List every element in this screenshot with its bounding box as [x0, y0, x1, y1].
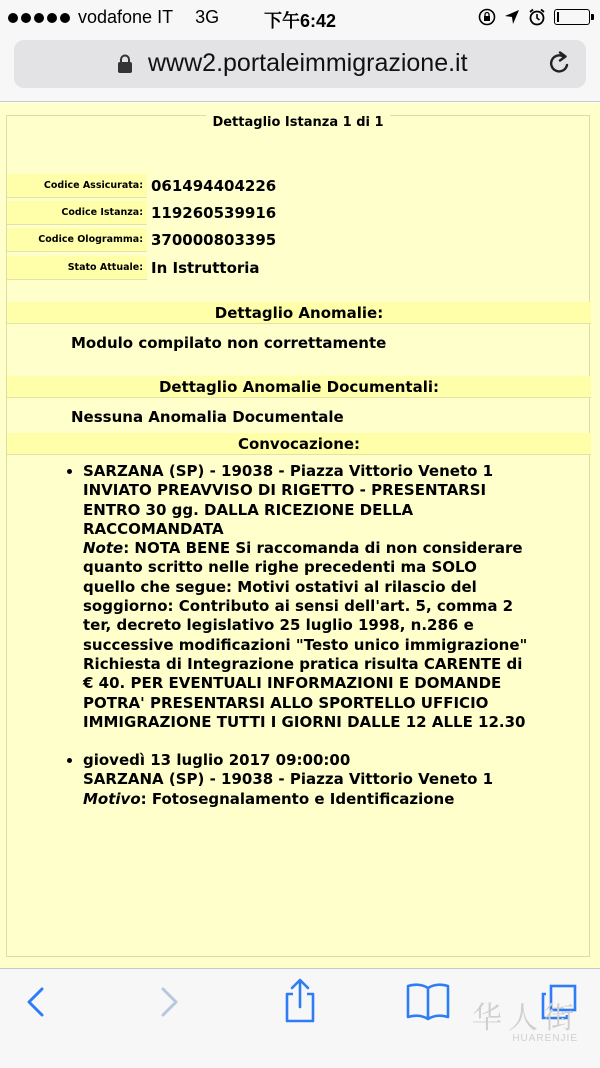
- battery-level: [557, 12, 559, 22]
- watermark-subtext: HUARENJIE: [512, 1033, 578, 1044]
- battery-icon: [554, 9, 590, 25]
- url-text[interactable]: www2.portaleimmigrazione.it: [148, 49, 468, 77]
- carrier-name: vodafone IT: [78, 7, 174, 27]
- reload-icon[interactable]: [548, 51, 572, 77]
- share-icon[interactable]: [280, 977, 320, 1023]
- location-icon: [504, 9, 520, 25]
- motivo-label: Motivo: [83, 789, 141, 808]
- note-text: : NOTA BENE Si raccomanda di non considerare quanto scritto nelle righe precedenti ma SOLO quello che segue: Motivi ostativi al rilascio del soggiorno: Contributo ai sensi dell'art. 5, comma 2 ter, decreto legislativo 25 luglio 1998, n.286 e successive modificazioni "Testo unico immigrazione" Richiesta di Integrazione pratica risulta CARENTE di € 40. PER EVENTUALI INFORMAZIONI E DOMANDE POTRA' PRESENTARSI ALLO SPORTELLO UFFICIO IMMIGRAZIONE TUTTI I GIORNI DALLE 12 ALLE 12.30: [83, 539, 528, 731]
- watermark-logo: 华人街: [472, 1001, 580, 1036]
- field-label: Codice Ologramma:: [7, 228, 147, 252]
- status-icons: [478, 8, 590, 26]
- convocazione-heading: Convocazione:: [7, 433, 591, 455]
- bookmarks-icon[interactable]: [405, 981, 451, 1021]
- lock-icon: [117, 54, 133, 74]
- status-time: 下午6:42: [263, 11, 337, 31]
- field-row-codice-assicurata: [7, 174, 591, 201]
- web-page: [0, 103, 600, 968]
- network-type: 3G: [195, 7, 220, 27]
- address-bar[interactable]: [14, 40, 586, 88]
- field-row-stato-attuale: [7, 256, 591, 283]
- motivo-text: : Fotosegnalamento e Identificazione: [140, 789, 455, 808]
- convocation-status: INVIATO PREAVVISO DI RIGETTO - PRESENTARSI ENTRO 30 gg. DALLA RICEZIONE DELLA RACCOMANDATA: [83, 481, 487, 538]
- field-label: Stato Attuale:: [7, 256, 147, 280]
- anomalie-documentali-text: Nessuna Anomalia Documentale: [71, 408, 344, 426]
- field-value: 061494404226: [151, 177, 277, 195]
- orientation-lock-icon: [478, 8, 496, 26]
- anomalie-text: Modulo compilato non correttamente: [71, 334, 387, 352]
- convocation-address: SARZANA (SP) - 19038 - Piazza Vittorio Veneto 1: [83, 770, 494, 789]
- convocation-note: [83, 539, 533, 732]
- forward-icon[interactable]: [157, 987, 181, 1017]
- convocazione-list: [83, 462, 533, 828]
- list-item: [83, 462, 533, 732]
- status-bar: [0, 0, 600, 36]
- convocation-address: • SARZANA (SP) - 19038 - Piazza Vittorio Veneto 1: [83, 462, 494, 480]
- field-label: Codice Assicurata:: [7, 174, 147, 198]
- instance-detail-panel: [6, 115, 590, 957]
- convocation-date: • giovedì 13 luglio 2017 09:00:00: [83, 751, 351, 770]
- note-label: Note: [83, 539, 124, 558]
- alarm-icon: [528, 8, 546, 26]
- field-row-codice-ologramma: [7, 228, 591, 255]
- anomalie-heading: Dettaglio Anomalie:: [7, 302, 591, 324]
- field-label: Codice Istanza:: [7, 201, 147, 225]
- list-item: [83, 751, 533, 809]
- field-value: In Istruttoria: [151, 259, 260, 277]
- convocation-reason: [83, 790, 533, 809]
- browser-toolbar: [0, 968, 600, 1068]
- field-value: 119260539916: [151, 204, 277, 222]
- field-value: 370000803395: [151, 231, 277, 249]
- panel-title: Dettaglio Istanza 1 di 1: [7, 115, 589, 130]
- anomalie-documentali-heading: Dettaglio Anomalie Documentali:: [7, 376, 591, 398]
- browser-address-area: [0, 36, 600, 102]
- field-row-codice-istanza: [7, 201, 591, 228]
- back-icon[interactable]: [24, 987, 48, 1017]
